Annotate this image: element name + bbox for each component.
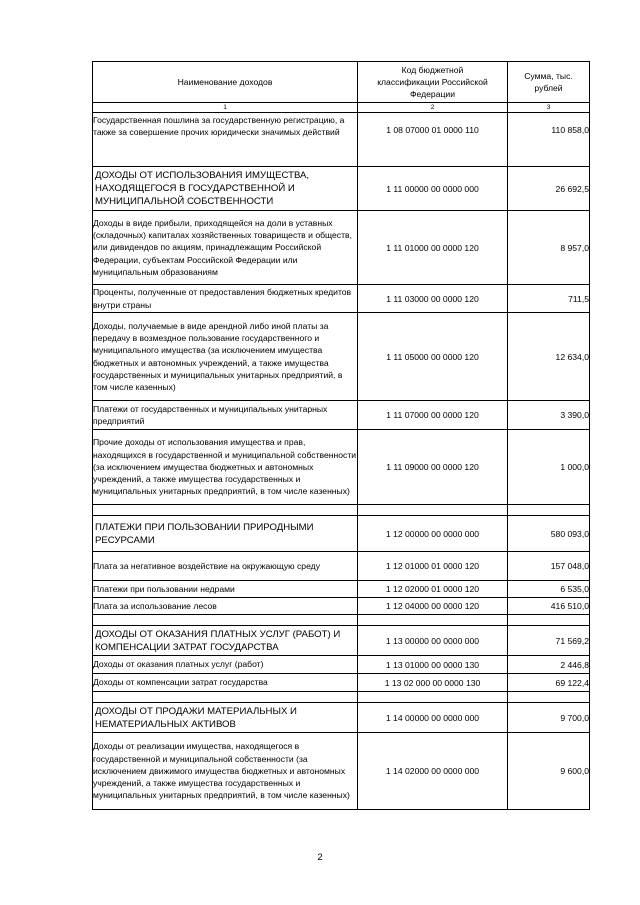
header-name: Наименование доходов bbox=[93, 62, 358, 103]
table-row bbox=[93, 656, 590, 674]
row-amount: 9 600,0 bbox=[508, 733, 590, 810]
row-code: 1 11 05000 00 0000 120 bbox=[358, 313, 508, 401]
table-row bbox=[93, 113, 590, 167]
table-row bbox=[93, 313, 590, 401]
table-row bbox=[93, 552, 590, 581]
row-amount: 26 692,5 bbox=[508, 167, 590, 211]
row-amount: 110 858,0 bbox=[508, 113, 590, 167]
row-name: Плата за использование лесов bbox=[93, 598, 358, 615]
revenue-table bbox=[92, 61, 590, 810]
row-name: ДОХОДЫ ОТ ПРОДАЖИ МАТЕРИАЛЬНЫХ И НЕМАТЕРИАЛЬНЫХ АКТИВОВ bbox=[93, 703, 358, 733]
table-row bbox=[93, 401, 590, 430]
row-code: 1 12 04000 00 0000 120 bbox=[358, 598, 508, 615]
row-amount: 157 048,0 bbox=[508, 552, 590, 581]
row-name: Государственная пошлина за государственную регистрацию, а также за совершение прочих юридически значимых действий bbox=[93, 113, 358, 167]
row-amount: 8 957,0 bbox=[508, 211, 590, 285]
row-code: 1 14 00000 00 0000 000 bbox=[358, 703, 508, 733]
table-row bbox=[93, 703, 590, 733]
table-row bbox=[93, 211, 590, 285]
table-row bbox=[93, 167, 590, 211]
row-name: Доходы в виде прибыли, приходящейся на доли в уставных (складочных) капиталах хозяйственных товариществ и обществ, или дивидендов по акциям, принадлежащим Российской Федерации, субъектам Российской Федерации или муниципальным образованиям bbox=[93, 211, 358, 285]
table-header-row bbox=[93, 62, 590, 103]
spacer-row bbox=[93, 505, 590, 516]
table-row bbox=[93, 733, 590, 810]
row-amount: 580 093,0 bbox=[508, 516, 590, 552]
row-amount: 2 446,8 bbox=[508, 656, 590, 674]
row-name: Платежи при пользовании недрами bbox=[93, 581, 358, 598]
page-number: 2 bbox=[317, 852, 323, 863]
row-name: ДОХОДЫ ОТ ИСПОЛЬЗОВАНИЯ ИМУЩЕСТВА, НАХОДЯЩЕГОСЯ В ГОСУДАРСТВЕННОЙ И МУНИЦИПАЛЬНОЙ СОБСТВЕННОСТИ bbox=[93, 167, 358, 211]
row-name: Доходы от реализации имущества, находящегося в государственной и муниципальной собственности (за исключением движимого имущества бюджетных и автономных учреждений, а также имущества государственных и муниципальных унитарных предприятий, в том числе казенных) bbox=[93, 733, 358, 810]
row-amount: 9 700,0 bbox=[508, 703, 590, 733]
table-row bbox=[93, 581, 590, 598]
row-name: Платежи от государственных и муниципальных унитарных предприятий bbox=[93, 401, 358, 430]
row-code: 1 12 02000 01 0000 120 bbox=[358, 581, 508, 598]
row-amount: 6 535,0 bbox=[508, 581, 590, 598]
row-code: 1 13 01000 00 0000 130 bbox=[358, 656, 508, 674]
row-name: Доходы от компенсации затрат государства bbox=[93, 674, 358, 692]
row-amount: 416 510,0 bbox=[508, 598, 590, 615]
spacer-row bbox=[93, 692, 590, 703]
row-code: 1 11 01000 00 0000 120 bbox=[358, 211, 508, 285]
header-code: Код бюджетной классификации Российской Федерации bbox=[358, 62, 508, 103]
row-name: Проценты, полученные от предоставления бюджетных кредитов внутри страны bbox=[93, 285, 358, 313]
column-number: 1 bbox=[93, 103, 358, 113]
column-number: 2 bbox=[358, 103, 508, 113]
row-name: Доходы, получаемые в виде арендной либо иной платы за передачу в возмездное пользование государственного и муниципального имущества (за исключением имущества бюджетных и автономных учреждений, а также имущества государственных и муниципальных унитарных предприятий, в том числе казенных) bbox=[93, 313, 358, 401]
row-amount: 3 390,0 bbox=[508, 401, 590, 430]
table-row bbox=[93, 626, 590, 656]
row-amount: 12 634,0 bbox=[508, 313, 590, 401]
column-number-row bbox=[93, 103, 590, 113]
table-row bbox=[93, 285, 590, 313]
table-row bbox=[93, 674, 590, 692]
row-name: Прочие доходы от использования имущества и прав, находящихся в государственной и муниципальной собственности (за исключением имущества бюджетных и автономных учреждений, а также имущества государственных и муниципальных унитарных предприятий, в том числе казенных) bbox=[93, 430, 358, 505]
row-code: 1 11 03000 00 0000 120 bbox=[358, 285, 508, 313]
row-code: 1 11 00000 00 0000 000 bbox=[358, 167, 508, 211]
table-row bbox=[93, 598, 590, 615]
table-row bbox=[93, 516, 590, 552]
row-name: ДОХОДЫ ОТ ОКАЗАНИЯ ПЛАТНЫХ УСЛУГ (РАБОТ) И КОМПЕНСАЦИИ ЗАТРАТ ГОСУДАРСТВА bbox=[93, 626, 358, 656]
row-code: 1 12 00000 00 0000 000 bbox=[358, 516, 508, 552]
row-name: ПЛАТЕЖИ ПРИ ПОЛЬЗОВАНИИ ПРИРОДНЫМИ РЕСУРСАМИ bbox=[93, 516, 358, 552]
table-row bbox=[93, 430, 590, 505]
row-amount: 71 569,2 bbox=[508, 626, 590, 656]
row-code: 1 13 00000 00 0000 000 bbox=[358, 626, 508, 656]
row-code: 1 11 09000 00 0000 120 bbox=[358, 430, 508, 505]
row-code: 1 14 02000 00 0000 000 bbox=[358, 733, 508, 810]
header-amount: Сумма, тыс. рублей bbox=[508, 62, 590, 103]
row-code: 1 12 01000 01 0000 120 bbox=[358, 552, 508, 581]
row-code: 1 11 07000 00 0000 120 bbox=[358, 401, 508, 430]
row-code: 1 13 02 000 00 0000 130 bbox=[358, 674, 508, 692]
row-code: 1 08 07000 01 0000 110 bbox=[358, 113, 508, 167]
row-amount: 711,5 bbox=[508, 285, 590, 313]
row-name: Плата за негативное воздействие на окружающую среду bbox=[93, 552, 358, 581]
row-amount: 69 122,4 bbox=[508, 674, 590, 692]
row-amount: 1 000,0 bbox=[508, 430, 590, 505]
row-name: Доходы от оказания платных услуг (работ) bbox=[93, 656, 358, 674]
spacer-row bbox=[93, 615, 590, 626]
column-number: 3 bbox=[508, 103, 590, 113]
